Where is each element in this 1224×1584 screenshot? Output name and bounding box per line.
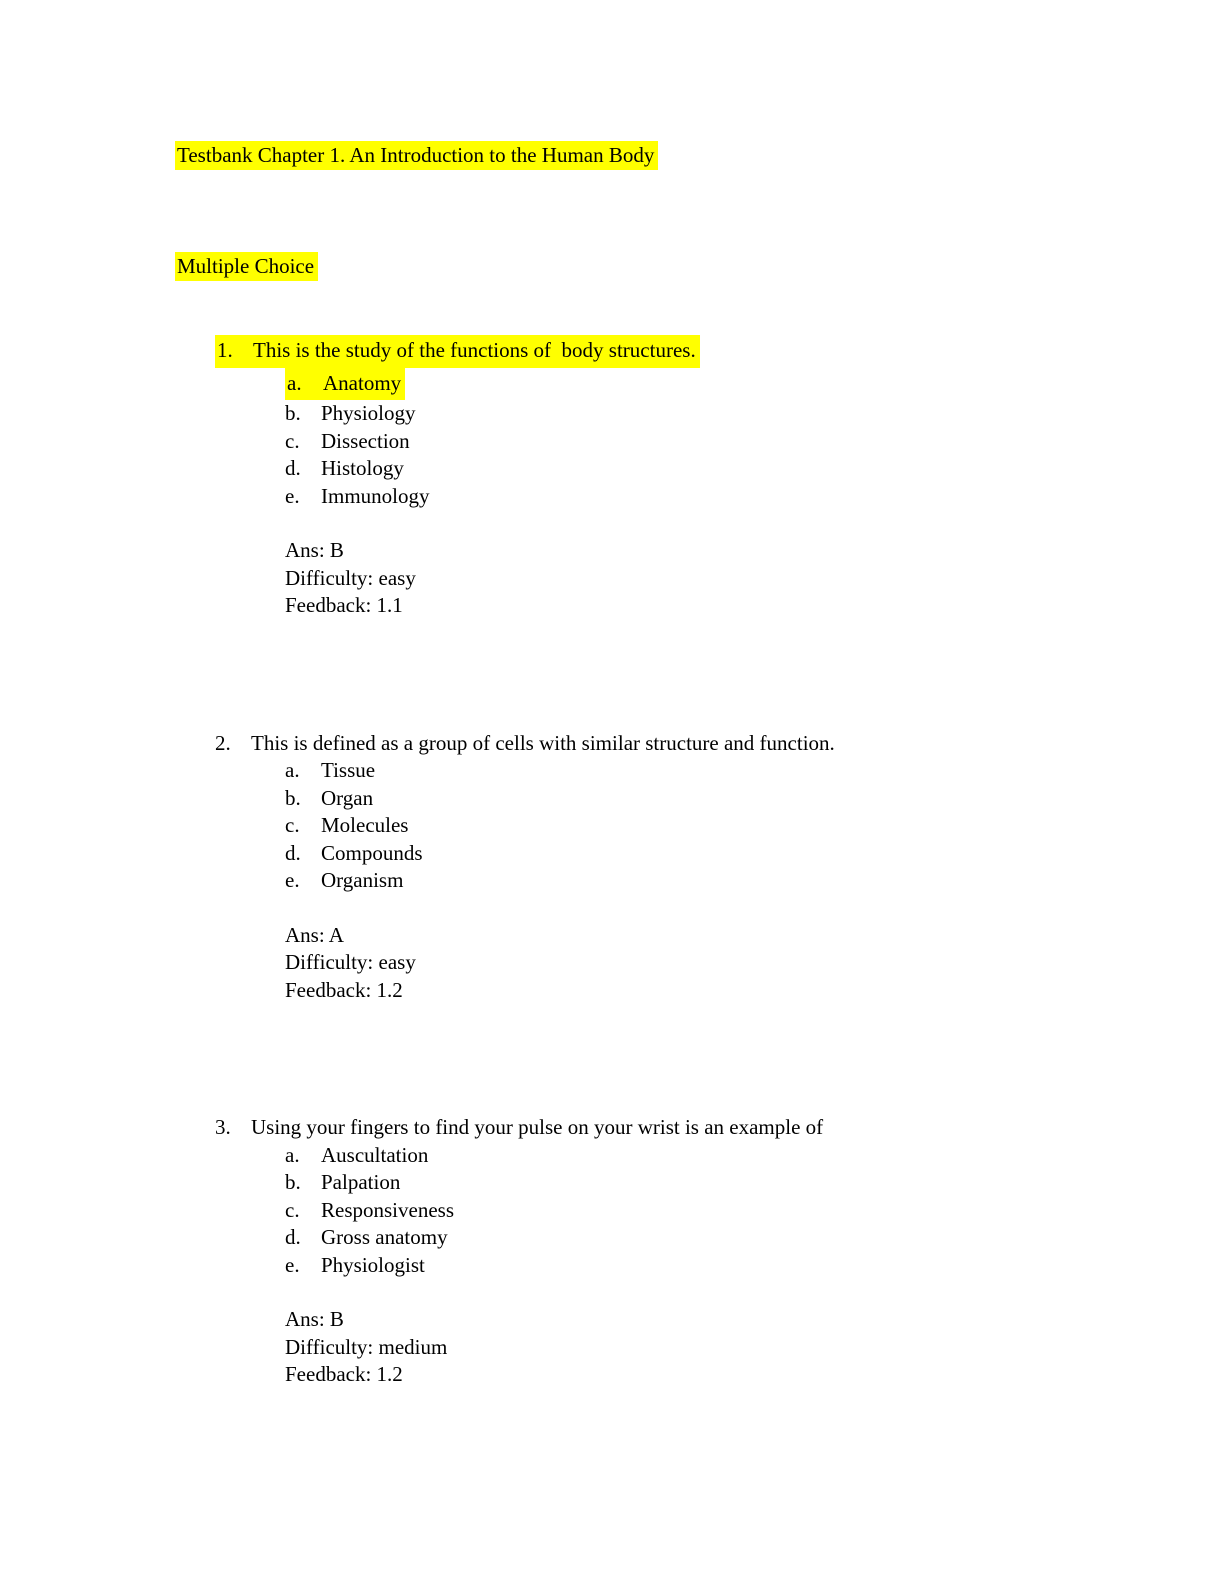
option-item bbox=[285, 1252, 1224, 1280]
option-item bbox=[285, 757, 1224, 785]
option-text: Auscultation bbox=[321, 1142, 429, 1167]
option-text: Responsiveness bbox=[321, 1197, 454, 1222]
option-text: Gross anatomy bbox=[321, 1225, 448, 1249]
question-number: 3. bbox=[215, 1115, 231, 1139]
answer-line: Ans: B bbox=[285, 538, 344, 562]
option-letter: e. bbox=[285, 483, 300, 508]
option-letter: a. bbox=[285, 758, 300, 782]
option-item bbox=[285, 867, 1224, 895]
question-meta bbox=[285, 922, 1224, 1005]
feedback-line: Feedback: 1.2 bbox=[285, 1362, 403, 1386]
question bbox=[0, 730, 1224, 1060]
option-text: Physiologist bbox=[321, 1252, 425, 1277]
feedback-line: Feedback: 1.2 bbox=[285, 977, 403, 1002]
option-letter: b. bbox=[285, 785, 301, 810]
option-text: Dissection bbox=[321, 428, 410, 453]
option-text: Palpation bbox=[321, 1170, 401, 1194]
option-item bbox=[285, 455, 1224, 483]
question bbox=[0, 1114, 1224, 1444]
option-letter: e. bbox=[285, 868, 300, 892]
question-text: Using your fingers to find your pulse on your wrist is an example of bbox=[251, 1115, 824, 1139]
option-letter: e. bbox=[285, 1252, 300, 1277]
question-highlight bbox=[215, 335, 700, 368]
option-letter: d. bbox=[285, 840, 301, 865]
option-item bbox=[285, 840, 1224, 868]
option-item bbox=[285, 785, 1224, 813]
question-line bbox=[215, 730, 1224, 758]
option-text: Histology bbox=[321, 456, 404, 480]
option-letter: c. bbox=[285, 813, 300, 837]
difficulty-line: Difficulty: easy bbox=[285, 950, 416, 974]
difficulty-line: Difficulty: easy bbox=[285, 565, 416, 590]
option-item bbox=[285, 1197, 1224, 1225]
option-letter: b. bbox=[285, 401, 301, 425]
question-meta bbox=[285, 537, 1224, 620]
option-item bbox=[285, 368, 1224, 401]
document-title-line bbox=[175, 142, 1224, 170]
feedback-line: Feedback: 1.1 bbox=[285, 593, 403, 617]
option-letter: d. bbox=[285, 1225, 301, 1249]
document-title: Testbank Chapter 1. An Introduction to the Human Body bbox=[175, 141, 658, 170]
question-line bbox=[215, 335, 1224, 368]
option-text: Organism bbox=[321, 868, 404, 892]
question-line bbox=[215, 1114, 1224, 1142]
option-text: Molecules bbox=[321, 813, 409, 837]
option-text: Compounds bbox=[321, 840, 423, 865]
question-number: 2. bbox=[215, 730, 231, 755]
option-item bbox=[285, 1224, 1224, 1252]
option-item bbox=[285, 400, 1224, 428]
option-item bbox=[285, 1142, 1224, 1170]
option-letter: a. bbox=[285, 1142, 300, 1167]
option-letter: b. bbox=[285, 1170, 301, 1194]
options-list bbox=[285, 757, 1224, 895]
answer-line: Ans: A bbox=[285, 922, 344, 947]
question-text: This is defined as a group of cells with similar structure and function. bbox=[251, 730, 835, 755]
option-text: Tissue bbox=[321, 758, 376, 782]
question bbox=[0, 335, 1224, 675]
difficulty-line: Difficulty: medium bbox=[285, 1334, 448, 1359]
section-heading: Multiple Choice bbox=[175, 252, 318, 281]
option-item bbox=[285, 1169, 1224, 1197]
option-letter: c. bbox=[285, 1197, 300, 1222]
question-number: 1. bbox=[217, 338, 233, 362]
options-list bbox=[285, 1142, 1224, 1280]
option-letter: a. bbox=[287, 370, 302, 395]
option-highlight bbox=[285, 368, 405, 401]
option-text: Anatomy bbox=[323, 370, 402, 395]
option-item bbox=[285, 812, 1224, 840]
option-text: Immunology bbox=[321, 483, 430, 508]
section-heading-line bbox=[175, 253, 1224, 281]
option-item bbox=[285, 483, 1224, 511]
options-list bbox=[285, 368, 1224, 511]
option-text: Organ bbox=[321, 785, 374, 810]
answer-line: Ans: B bbox=[285, 1307, 344, 1331]
option-letter: d. bbox=[285, 456, 301, 480]
question-meta bbox=[285, 1306, 1224, 1389]
option-text: Physiology bbox=[321, 401, 416, 425]
option-letter: c. bbox=[285, 428, 300, 453]
question-text: This is the study of the functions of body structures. bbox=[253, 338, 696, 362]
questions-list bbox=[0, 335, 1224, 1444]
option-item bbox=[285, 428, 1224, 456]
